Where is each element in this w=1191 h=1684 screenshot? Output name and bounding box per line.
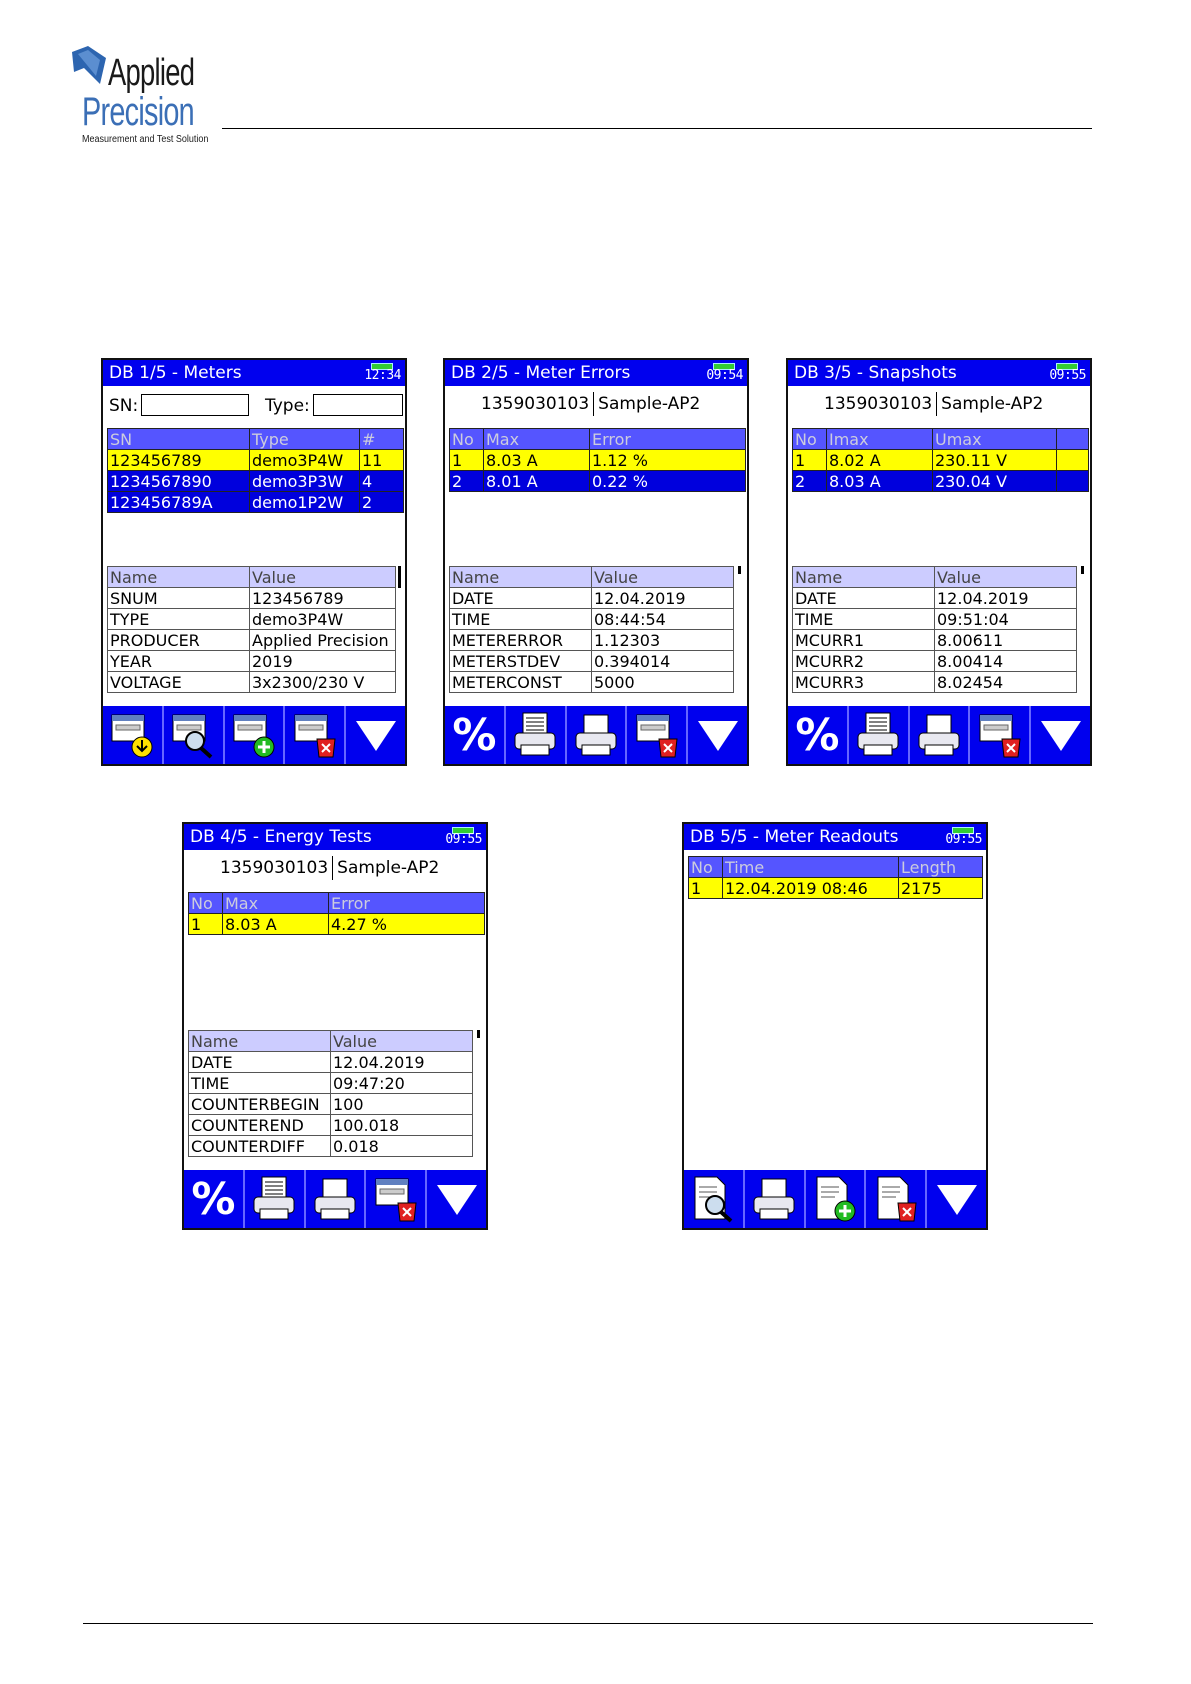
prop-name: COUNTERDIFF	[189, 1136, 331, 1157]
table-row[interactable]	[108, 492, 404, 513]
arrow-down-icon	[433, 1175, 481, 1223]
sn-label: SN:	[109, 396, 139, 416]
prop-value: 5000	[592, 672, 734, 693]
print-all-button[interactable]	[847, 706, 908, 764]
col-header[interactable]: No	[189, 893, 223, 914]
col-header: Value	[331, 1031, 473, 1052]
table-row[interactable]	[793, 471, 1089, 492]
col-header[interactable]: Type	[250, 429, 360, 450]
cell: 8.03 A	[484, 450, 590, 471]
percent-icon: %	[191, 1173, 236, 1225]
prop-name: COUNTEREND	[189, 1115, 331, 1136]
footer-rule	[83, 1623, 1093, 1624]
table-row	[108, 630, 396, 651]
screen-db-snapshots	[786, 358, 1092, 766]
prop-name: METERCONST	[450, 672, 592, 693]
cell: 1	[189, 914, 223, 935]
clock-time: 09:55	[1049, 368, 1086, 383]
load-meter-button[interactable]	[103, 706, 162, 764]
col-header: Name	[450, 567, 592, 588]
document-add-icon	[811, 1175, 859, 1223]
cell	[1057, 471, 1089, 492]
table-row[interactable]	[689, 878, 983, 899]
meter-sample: Sample-AP2	[941, 394, 1044, 414]
percent-button[interactable]	[184, 1170, 243, 1228]
cell: 123456789A	[108, 492, 250, 513]
printer-list-icon	[250, 1175, 298, 1223]
header-rule	[222, 128, 1092, 129]
printer-list-icon	[511, 711, 559, 759]
cell: 8.03 A	[223, 914, 329, 935]
col-header: Value	[935, 567, 1077, 588]
logo-line1: Applied	[108, 52, 195, 94]
cell: 2	[793, 471, 827, 492]
print-button[interactable]	[908, 706, 969, 764]
screen-title: DB 1/5 - Meters	[109, 363, 242, 383]
print-all-button[interactable]	[243, 1170, 304, 1228]
percent-icon: %	[795, 709, 840, 761]
table-row[interactable]	[189, 914, 485, 935]
prop-name: DATE	[450, 588, 592, 609]
prop-value: 08:44:54	[592, 609, 734, 630]
prop-value: 0.394014	[592, 651, 734, 672]
properties-table	[449, 566, 734, 693]
scrollbar[interactable]	[398, 566, 401, 588]
screen-title: DB 4/5 - Energy Tests	[190, 827, 372, 847]
view-readout-button[interactable]	[684, 1170, 743, 1228]
cell: 11	[360, 450, 404, 471]
table-row	[189, 1094, 473, 1115]
table-row[interactable]	[108, 471, 404, 492]
clock-time: 09:54	[706, 368, 743, 383]
table-row	[108, 588, 396, 609]
delete-record-button[interactable]	[968, 706, 1029, 764]
table-row[interactable]	[450, 471, 746, 492]
title-bar	[184, 824, 486, 850]
col-header[interactable]: #	[360, 429, 404, 450]
cell: 2	[450, 471, 484, 492]
prop-name: DATE	[189, 1052, 331, 1073]
title-bar	[788, 360, 1090, 386]
col-header[interactable]: Error	[590, 429, 746, 450]
meter-search-icon	[169, 711, 217, 759]
cell: demo3P4W	[250, 450, 360, 471]
col-header[interactable]: Error	[329, 893, 485, 914]
cell: demo1P2W	[250, 492, 360, 513]
col-header[interactable]	[1057, 429, 1089, 450]
table-row[interactable]	[450, 450, 746, 471]
col-header[interactable]: Umax	[933, 429, 1057, 450]
col-header[interactable]: Max	[484, 429, 590, 450]
prop-name: SNUM	[108, 588, 250, 609]
next-button[interactable]	[344, 706, 405, 764]
percent-button[interactable]	[788, 706, 847, 764]
col-header[interactable]: SN	[108, 429, 250, 450]
errors-table	[449, 428, 746, 492]
status-clock	[444, 825, 482, 849]
arrow-down-icon	[694, 711, 742, 759]
clock-time: 09:55	[945, 832, 982, 847]
cell: 1234567890	[108, 471, 250, 492]
type-label: Type:	[265, 396, 310, 416]
prop-name: VOLTAGE	[108, 672, 250, 693]
meter-sample: Sample-AP2	[337, 858, 440, 878]
properties-table	[792, 566, 1077, 693]
prop-value: 09:51:04	[935, 609, 1077, 630]
toolbar	[788, 706, 1090, 764]
prop-value: 100.018	[331, 1115, 473, 1136]
meter-sample: Sample-AP2	[598, 394, 701, 414]
prop-name: PRODUCER	[108, 630, 250, 651]
prop-value: 09:47:20	[331, 1073, 473, 1094]
percent-button[interactable]	[445, 706, 504, 764]
cell: 230.11 V	[933, 450, 1057, 471]
arrow-down-icon	[933, 1175, 981, 1223]
delete-meter-button[interactable]	[283, 706, 344, 764]
logo-line2: Precision	[82, 90, 194, 134]
status-clock	[705, 361, 743, 385]
screen-title: DB 5/5 - Meter Readouts	[690, 827, 899, 847]
cell: 1	[450, 450, 484, 471]
prop-name: TIME	[450, 609, 592, 630]
table-row	[450, 651, 734, 672]
readouts-table	[688, 856, 983, 899]
properties-table	[107, 566, 396, 693]
cell	[1057, 450, 1089, 471]
title-bar	[103, 360, 405, 386]
col-header[interactable]: No	[793, 429, 827, 450]
applied-precision-logo	[70, 46, 230, 146]
prop-value: 8.00414	[935, 651, 1077, 672]
snapshots-table	[792, 428, 1089, 492]
record-delete-icon	[372, 1175, 420, 1223]
separator	[332, 856, 333, 880]
col-header: Name	[793, 567, 935, 588]
scrollbar[interactable]	[738, 566, 741, 574]
table-row	[189, 1115, 473, 1136]
prop-value: 8.00611	[935, 630, 1077, 651]
prop-value: 3x2300/230 V	[250, 672, 396, 693]
col-header[interactable]: Length	[899, 857, 983, 878]
table-row	[450, 672, 734, 693]
prop-name: DATE	[793, 588, 935, 609]
next-button[interactable]	[686, 706, 747, 764]
cell: 1.12 %	[590, 450, 746, 471]
meter-info	[481, 392, 700, 416]
table-row	[793, 672, 1077, 693]
cell: 8.01 A	[484, 471, 590, 492]
search-meter-button[interactable]	[162, 706, 223, 764]
table-row	[189, 1073, 473, 1094]
cell: 12.04.2019 08:46	[723, 878, 899, 899]
new-readout-button[interactable]	[804, 1170, 865, 1228]
next-button[interactable]	[925, 1170, 986, 1228]
cell: 230.04 V	[933, 471, 1057, 492]
cell: demo3P3W	[250, 471, 360, 492]
record-delete-icon	[633, 711, 681, 759]
col-header: Name	[108, 567, 250, 588]
table-row	[108, 651, 396, 672]
col-header[interactable]: Imax	[827, 429, 933, 450]
cell: 8.02 A	[827, 450, 933, 471]
table-row	[189, 1052, 473, 1073]
prop-value: Applied Precision	[250, 630, 396, 651]
printer-icon	[311, 1175, 359, 1223]
screen-db-meter-errors	[443, 358, 749, 766]
toolbar	[445, 706, 747, 764]
cell: 123456789	[108, 450, 250, 471]
prop-name: TYPE	[108, 609, 250, 630]
meter-info	[220, 856, 439, 880]
screen-title: DB 2/5 - Meter Errors	[451, 363, 631, 383]
cell: 2175	[899, 878, 983, 899]
arrow-down-icon	[352, 711, 400, 759]
meters-table	[107, 428, 404, 513]
cell: 0.22 %	[590, 471, 746, 492]
prop-value: demo3P4W	[250, 609, 396, 630]
table-row	[793, 588, 1077, 609]
scrollbar[interactable]	[477, 1030, 480, 1038]
table-row	[189, 1136, 473, 1157]
screen-db-meter-readouts	[682, 822, 988, 1230]
prop-name: METERSTDEV	[450, 651, 592, 672]
meter-load-icon	[108, 711, 156, 759]
status-clock	[944, 825, 982, 849]
col-header: Name	[189, 1031, 331, 1052]
delete-readout-button[interactable]	[864, 1170, 925, 1228]
separator	[593, 392, 594, 416]
meter-delete-icon	[291, 711, 339, 759]
col-header: Value	[592, 567, 734, 588]
logo-tagline: Measurement and Test Solution	[82, 134, 209, 145]
col-header[interactable]: Max	[223, 893, 329, 914]
title-bar	[445, 360, 747, 386]
table-row	[108, 609, 396, 630]
prop-name: TIME	[793, 609, 935, 630]
toolbar	[103, 706, 405, 764]
record-delete-icon	[976, 711, 1024, 759]
prop-value: 8.02454	[935, 672, 1077, 693]
toolbar	[684, 1170, 986, 1228]
table-row	[450, 630, 734, 651]
prop-value: 12.04.2019	[935, 588, 1077, 609]
table-row	[793, 630, 1077, 651]
type-input[interactable]	[313, 394, 403, 416]
clock-time: 09:55	[445, 832, 482, 847]
percent-icon: %	[452, 709, 497, 761]
prop-name: METERERROR	[450, 630, 592, 651]
table-row	[450, 588, 734, 609]
prop-value: 0.018	[331, 1136, 473, 1157]
table-row[interactable]	[793, 450, 1089, 471]
status-clock	[1048, 361, 1086, 385]
printer-icon	[572, 711, 620, 759]
clock-time: 12:34	[364, 368, 401, 383]
print-button[interactable]	[743, 1170, 804, 1228]
prop-name: MCURR1	[793, 630, 935, 651]
properties-table	[188, 1030, 473, 1157]
screen-title: DB 3/5 - Snapshots	[794, 363, 957, 383]
next-button[interactable]	[1029, 706, 1090, 764]
next-button[interactable]	[425, 1170, 486, 1228]
document-delete-icon	[872, 1175, 920, 1223]
screen-db-energy-tests	[182, 822, 488, 1230]
col-header[interactable]: Time	[723, 857, 899, 878]
prop-value: 100	[331, 1094, 473, 1115]
toolbar	[184, 1170, 486, 1228]
meter-serial: 1359030103	[481, 394, 590, 414]
prop-value: 12.04.2019	[331, 1052, 473, 1073]
table-row	[793, 651, 1077, 672]
prop-name: COUNTERBEGIN	[189, 1094, 331, 1115]
printer-list-icon	[854, 711, 902, 759]
meter-serial: 1359030103	[220, 858, 329, 878]
prop-value: 2019	[250, 651, 396, 672]
table-row[interactable]	[108, 450, 404, 471]
delete-record-button[interactable]	[364, 1170, 425, 1228]
cell: 1	[793, 450, 827, 471]
prop-value: 123456789	[250, 588, 396, 609]
prop-name: MCURR3	[793, 672, 935, 693]
screen-db-meters	[101, 358, 407, 766]
table-row	[450, 609, 734, 630]
meter-add-icon	[230, 711, 278, 759]
cell: 8.03 A	[827, 471, 933, 492]
delete-record-button[interactable]	[625, 706, 686, 764]
status-clock	[363, 361, 401, 385]
sn-input[interactable]	[141, 394, 249, 416]
title-bar	[684, 824, 986, 850]
cell: 4.27 %	[329, 914, 485, 935]
print-button[interactable]	[565, 706, 626, 764]
separator	[936, 392, 937, 416]
printer-icon	[750, 1175, 798, 1223]
table-row	[793, 609, 1077, 630]
print-all-button[interactable]	[504, 706, 565, 764]
prop-value: 1.12303	[592, 630, 734, 651]
document-search-icon	[689, 1175, 737, 1223]
table-row	[108, 672, 396, 693]
cell: 4	[360, 471, 404, 492]
printer-icon	[915, 711, 963, 759]
prop-name: MCURR2	[793, 651, 935, 672]
meter-info	[824, 392, 1043, 416]
add-meter-button[interactable]	[223, 706, 284, 764]
prop-value: 12.04.2019	[592, 588, 734, 609]
arrow-down-icon	[1037, 711, 1085, 759]
meter-serial: 1359030103	[824, 394, 933, 414]
print-button[interactable]	[304, 1170, 365, 1228]
prop-name: YEAR	[108, 651, 250, 672]
col-header[interactable]: No	[450, 429, 484, 450]
col-header[interactable]: No	[689, 857, 723, 878]
cell: 1	[689, 878, 723, 899]
col-header: Value	[250, 567, 396, 588]
cell: 2	[360, 492, 404, 513]
prop-name: TIME	[189, 1073, 331, 1094]
scrollbar[interactable]	[1081, 566, 1084, 574]
energy-tests-table	[188, 892, 485, 935]
